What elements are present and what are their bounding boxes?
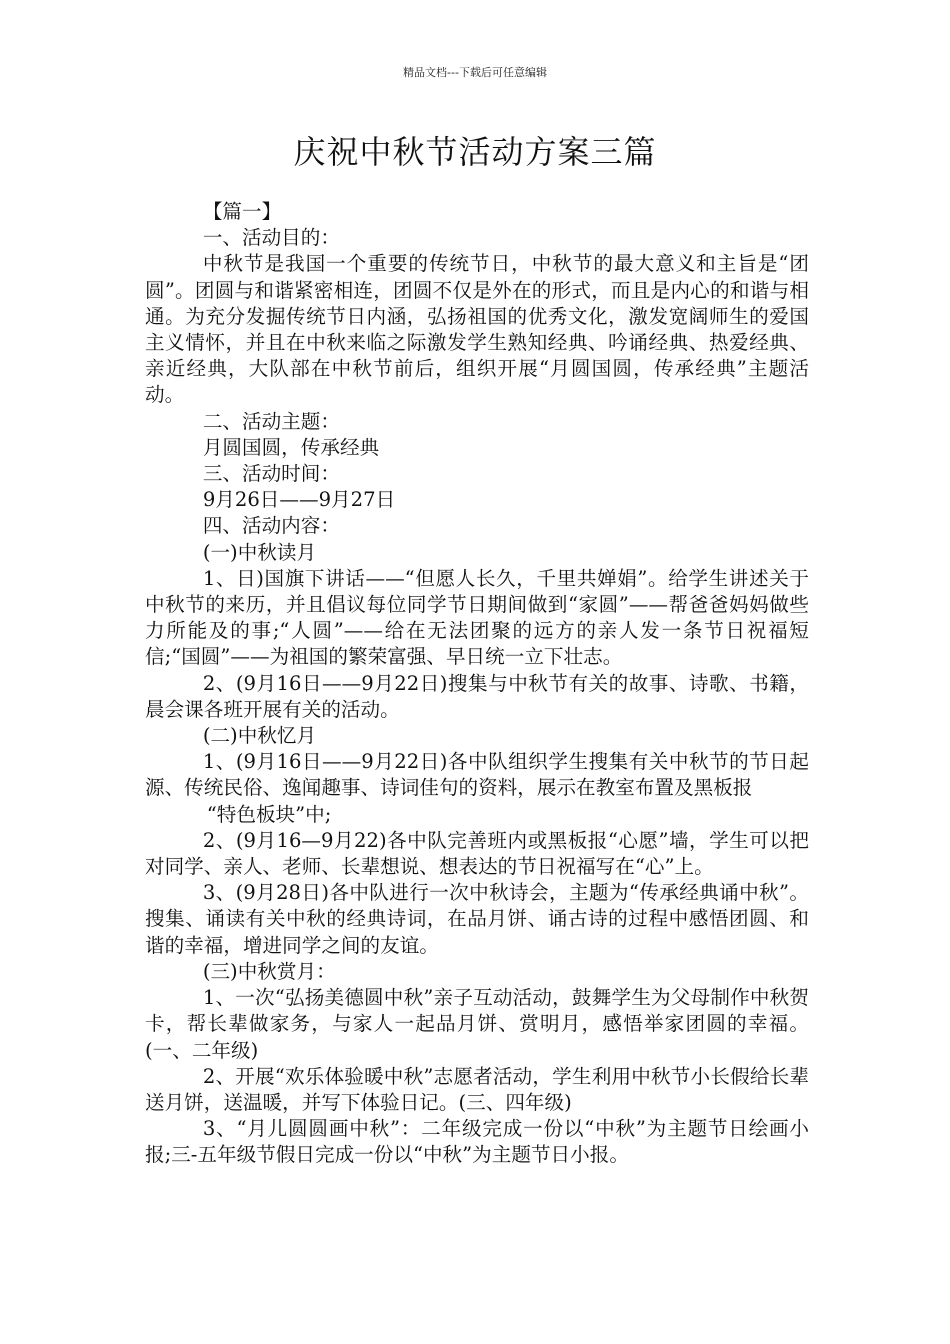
paragraph-time: 9月26日——9月27日 [202, 488, 396, 512]
paragraph-remembering-moon-2: 2、(9月16—9月22)各中队完善班内或黑板报“心愿”墙，学生可以把对同学、亲人、老师、长辈想说、想表达的节日祝福写在“心”上。 [145, 828, 809, 879]
paragraph-admiring-moon-1: 1、一次“弘扬美德圆中秋”亲子互动活动，鼓舞学生为父母制作中秋贺卡，帮长辈做家务，与家人一起品月饼、赏明月，感悟举家团圆的幸福。(一、二年级) [145, 986, 809, 1062]
subheading-reading-moon: (一)中秋读月 [202, 540, 317, 564]
heading-activity-time: 三、活动时间： [202, 462, 340, 486]
subheading-admiring-moon: (三)中秋赏月： [202, 959, 336, 983]
paragraph-admiring-moon-3: 3、“月儿圆圆画中秋”：二年级完成一份以“中秋”为主题节日绘画小报;三-五年级节假日完成一份以“中秋”为主题节日小报。 [145, 1117, 809, 1167]
paragraph-reading-moon-2: 2、(9月16日——9月22日)搜集与中秋节有关的故事、诗歌、书籍，晨会课各班开展有关的活动。 [145, 671, 809, 721]
paragraph-remembering-moon-1: 1、(9月16日——9月22日)各中队组织学生搜集有关中秋节的节日起源、传统民俗、逸闻趣事、诗词佳句的资料，展示在教室布置及黑板报 [145, 750, 809, 800]
paragraph-remembering-moon-3: 3、(9月28日)各中队进行一次中秋诗会，主题为“传承经典诵中秋”。搜集、诵读有关中秋的经典诗词，在品月饼、诵古诗的过程中感悟团圆、和谐的幸福，增进同学之间的友谊。 [145, 881, 809, 957]
paragraph-special-section: “特色板块”中; [206, 802, 332, 826]
document-title: 庆祝中秋节活动方案三篇 [293, 133, 657, 171]
paragraph-admiring-moon-2: 2、开展“欢乐体验暖中秋”志愿者活动，学生利用中秋节小长假给长辈送月饼，送温暖，并写下体验日记。(三、四年级) [145, 1064, 809, 1114]
heading-activity-purpose: 一、活动目的： [202, 226, 340, 250]
section-heading-part-one: 【篇一】 [202, 200, 282, 223]
document-body [145, 199, 809, 1169]
paragraph-purpose: 中秋节是我国一个重要的传统节日，中秋节的最大意义和主旨是“团圆”。团圆与和谐紧密相连，团圆不仅是外在的形式，而且是内心的和谐与相通。为充分发掘传统节日内涵，弘扬祖国的优秀文化，激发宽阔师生的爱国主义情怀，并且在中秋来临之际激发学生熟知经典、吟诵经典、热爱经典、亲近经典，大队部在中秋节前后，组织开展“月圆国圆，传承经典”主题活动。 [145, 252, 809, 407]
heading-activity-theme: 二、活动主题： [202, 409, 340, 433]
subheading-remembering-moon: (二)中秋忆月 [202, 724, 317, 748]
paragraph-reading-moon-1: 1、日)国旗下讲话——“但愿人长久，千里共婵娟”。给学生讲述关于中秋节的来历，并且倡议每位同学节日期间做到“家圆”——帮爸爸妈妈做些力所能及的事;“人圆”——给在无法团聚的远方的亲人发一条节日祝福短信;“国圆”——为祖国的繁荣富强、早日统一立下壮志。 [145, 566, 809, 669]
paragraph-theme: 月圆国圆，传承经典 [202, 435, 380, 459]
page-header-note: 精品文档---下载后可任意编辑 [403, 66, 547, 79]
heading-activity-content: 四、活动内容： [202, 514, 340, 538]
